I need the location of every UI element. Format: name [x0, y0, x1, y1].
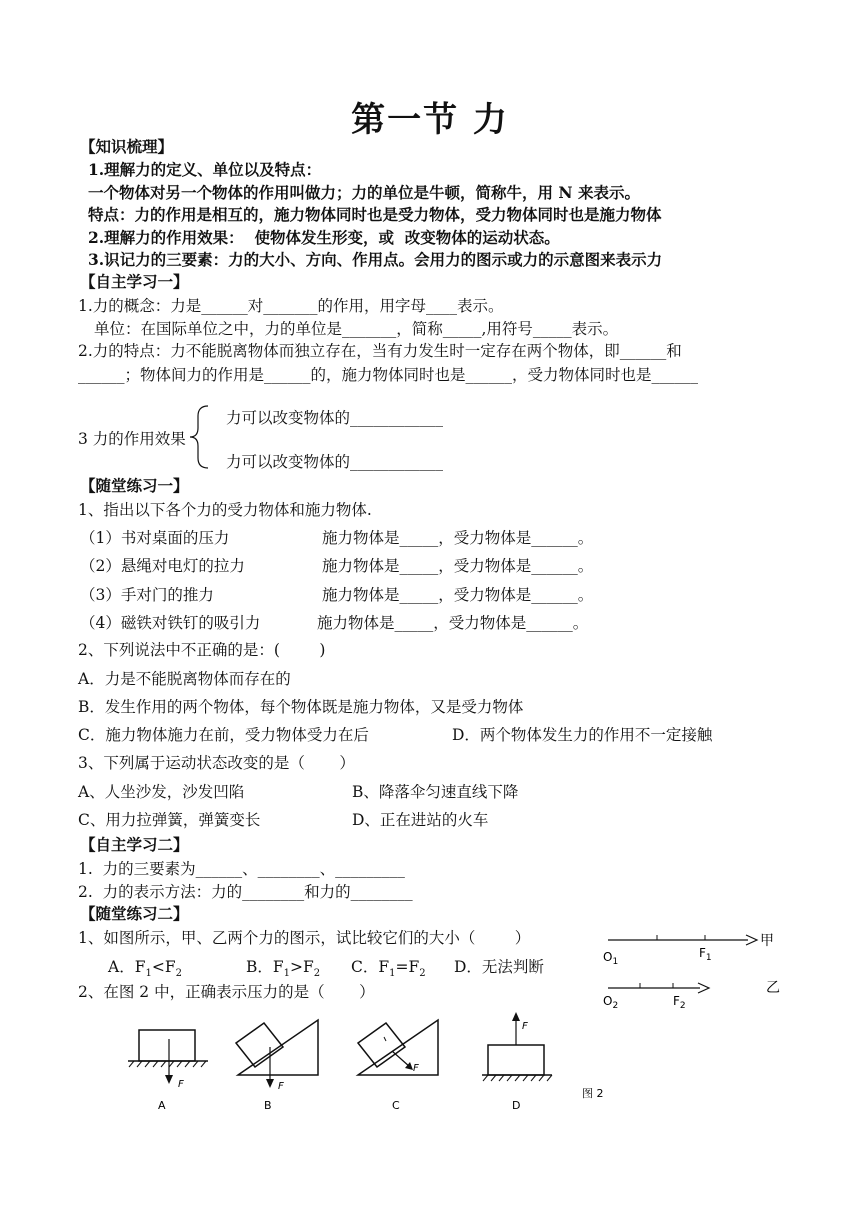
practice-2-q1-option-a: A．$F_1<F_2$ — [108, 958, 182, 980]
self-study-2-q2: 2. 力的表示方法：力的________和力的________ — [78, 883, 413, 901]
practice-2-q1-option-c: C．$F_1=F_2$ — [351, 958, 426, 980]
jia-label: 甲 — [760, 933, 774, 949]
practice-1-item-4-label: （4）磁铁对铁钉的吸引力 — [80, 614, 261, 632]
knowledge-item-1: 1.理解力的定义、单位以及特点： — [88, 160, 322, 179]
practice-2-q1: 1、如图所示，甲、乙两个力的图示，试比较它们的大小（ ） — [78, 929, 531, 947]
svg-text:F: F — [278, 1081, 284, 1092]
section-heading-practice-2: 【随堂练习二】 — [80, 904, 189, 923]
section-heading-self-study-2: 【自主学习二】 — [80, 835, 189, 854]
practice-1-q1: 1、指出以下各个力的受力物体和施力物体. — [78, 501, 372, 519]
practice-1-item-2-blanks: 施力物体是_____，受力物体是______。 — [322, 557, 594, 575]
f1-label: $F_1$ — [699, 946, 712, 963]
yi-label: 乙 — [766, 980, 780, 996]
knowledge-definition: 一个物体对另一个物体的作用叫做力；力的单位是牛顿，简称牛，用 N 来表示。 — [88, 183, 640, 202]
svg-text:F: F — [413, 1063, 419, 1074]
force-jia — [603, 933, 774, 967]
section-heading-practice-1: 【随堂练习一】 — [80, 476, 189, 495]
page-title: 第一节 力 — [351, 100, 509, 140]
practice-1-item-1-blanks: 施力物体是_____，受力物体是______。 — [322, 529, 594, 547]
practice-1-q3-option-c: C、用力拉弹簧，弹簧变长 — [78, 811, 261, 829]
diagram-c-label: C — [392, 1099, 400, 1112]
diagram-b — [236, 1020, 318, 1112]
practice-1-q3: 3、下列属于运动状态改变的是（ ） — [78, 754, 355, 772]
practice-1-q3-option-a: A、人坐沙发，沙发凹陷 — [78, 783, 245, 801]
practice-1-q2-option-a: A．力是不能脱离物体而存在的 — [78, 670, 291, 688]
diagram-d — [482, 1012, 552, 1112]
pressure-diagram-figure — [120, 1005, 640, 1117]
practice-1-q2-option-b: B．发生作用的两个物体，每个物体既是施力物体，又是受力物体 — [78, 698, 524, 716]
practice-2-q2: 2、在图 2 中，正确表示压力的是（ ） — [78, 983, 375, 1001]
self-study-1-unit: 单位：在国际单位之中，力的单位是_______，简称_____,用符号_____表示。 — [94, 320, 619, 338]
knowledge-feature: 特点：力的作用是相互的，施力物体同时也是受力物体，受力物体同时也是施力物体 — [88, 205, 662, 224]
practice-1-q3-option-d: D、正在进站的火车 — [352, 811, 489, 829]
practice-1-item-3-blanks: 施力物体是_____，受力物体是______。 — [322, 586, 594, 604]
practice-2-q1-option-b: B．$F_1>F_2$ — [246, 958, 321, 980]
self-study-1-q1: 1.力的概念：力是______对_______的作用，用字母____表示。 — [78, 297, 504, 315]
practice-1-q2: 2、下列说法中不正确的是：( ) — [78, 641, 326, 659]
practice-1-q3-option-b: B、降落伞匀速直线下降 — [352, 783, 519, 801]
knowledge-item-3: 3.识记力的三要素：力的大小、方向、作用点。会用力的图示或力的示意图来表示力 — [88, 250, 663, 269]
practice-1-q2-option-d: D．两个物体发生力的作用不一定接触 — [452, 726, 713, 744]
curly-brace — [186, 402, 216, 472]
effect-option-bottom: 力可以改变物体的____________ — [226, 453, 444, 471]
self-study-1-q2-line2: ______；物体间力的作用是______的，施力物体同时也是______，受力物体同时也是______ — [78, 366, 699, 384]
self-study-2-q1: 1. 力的三要素为______、________、_________ — [78, 860, 405, 878]
o2-label: $O_2$ — [603, 994, 619, 1011]
section-heading-knowledge: 【知识梳理】 — [80, 137, 174, 156]
section-heading-self-study-1: 【自主学习一】 — [80, 272, 189, 291]
effect-label: 3 力的作用效果 — [78, 430, 186, 448]
svg-text:F: F — [522, 1021, 528, 1032]
diagram-b-label: B — [264, 1099, 272, 1112]
practice-1-item-1-label: （1）书对桌面的压力 — [80, 529, 230, 547]
effect-option-top: 力可以改变物体的____________ — [226, 409, 444, 427]
f2-label: $F_2$ — [673, 994, 686, 1011]
practice-1-q2-option-c: C．施力物体施力在前，受力物体受力在后 — [78, 726, 369, 744]
diagram-a — [128, 1030, 208, 1112]
diagram-a-label: A — [158, 1099, 166, 1112]
diagram-c — [358, 1020, 438, 1112]
practice-1-item-2-label: （2）悬绳对电灯的拉力 — [80, 557, 245, 575]
practice-2-q1-option-d: D．无法判断 — [454, 958, 544, 976]
self-study-1-q2-line1: 2.力的特点：力不能脱离物体而独立存在，当有力发生时一定存在两个物体，即______和 — [78, 342, 682, 360]
figure-2-caption: 图 2 — [582, 1087, 604, 1100]
diagram-d-label: D — [512, 1099, 521, 1112]
practice-1-item-4-blanks: 施力物体是_____，受力物体是______。 — [317, 614, 589, 632]
svg-text:F: F — [178, 1079, 184, 1090]
practice-1-item-3-label: （3）手对门的推力 — [80, 586, 214, 604]
knowledge-item-2: 2.理解力的作用效果： 使物体发生形变，或 改变物体的运动状态。 — [88, 228, 560, 247]
o1-label: $O_1$ — [603, 950, 619, 967]
